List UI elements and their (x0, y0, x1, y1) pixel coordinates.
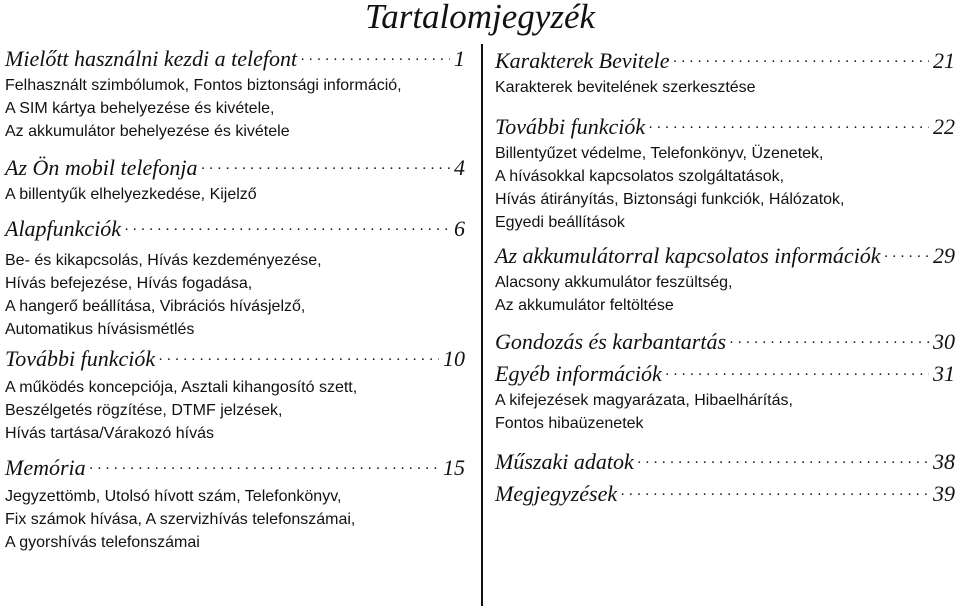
leader-dots (89, 461, 439, 478)
desc-line: A SIM kártya behelyezése és kivétele, (5, 100, 275, 117)
toc-page-number: 39 (933, 481, 955, 506)
toc-description (495, 142, 955, 234)
toc-entry[interactable] (5, 346, 465, 445)
toc-entry[interactable] (495, 481, 955, 507)
toc-entry[interactable] (495, 329, 955, 355)
toc-heading-text: Megjegyzések (495, 481, 618, 506)
desc-line: Hívás befejezése, Hívás fogadása, (5, 275, 253, 292)
toc-heading-text: További funkciók (495, 114, 646, 139)
leader-dots (124, 222, 450, 239)
desc-line: Billentyűzet védelme, Telefonkönyv, Üzenetek, (495, 145, 824, 162)
toc-page-number: 38 (933, 449, 955, 474)
toc-heading-text: Egyéb információk (495, 361, 662, 386)
leader-dots (300, 52, 450, 69)
desc-line: Az akkumulátor behelyezése és kivétele (5, 123, 290, 140)
page-title: Tartalomjegyzék (364, 0, 596, 36)
toc-entry[interactable] (495, 48, 955, 99)
toc-heading-text: Alapfunkciók (5, 216, 122, 241)
desc-line: Fontos hibaüzenetek (495, 415, 644, 432)
desc-line: Az akkumulátor feltöltése (495, 297, 674, 314)
desc-line: A hívásokkal kapcsolatos szolgáltatások, (495, 168, 785, 185)
toc-page-number: 30 (933, 329, 955, 354)
desc-line: A működés koncepciója, Asztali kihangosító szett, (5, 379, 358, 396)
toc-entry[interactable] (5, 155, 465, 206)
toc-entry[interactable] (5, 46, 465, 143)
desc-line: A hangerő beállítása, Vibrációs hívásjelző, (5, 298, 306, 315)
desc-line: Felhasznált szimbólumok, Fontos biztonsági információ, (5, 77, 402, 94)
toc-page-number: 31 (933, 361, 955, 386)
toc-page-number: 15 (443, 455, 465, 480)
toc-heading (5, 216, 465, 242)
toc-page-number: 1 (454, 46, 465, 71)
toc-heading (5, 155, 465, 181)
toc-heading (495, 361, 955, 387)
toc-page-number: 6 (454, 216, 465, 241)
toc-description (5, 485, 465, 554)
toc-description (5, 249, 465, 341)
toc-description (5, 376, 465, 445)
toc-heading-text: Karakterek Bevitele (495, 48, 670, 73)
column-divider (481, 44, 483, 606)
desc-line: Be- és kikapcsolás, Hívás kezdeményezése, (5, 252, 322, 269)
leader-dots (673, 54, 930, 71)
leader-dots (665, 367, 929, 384)
toc-description (495, 76, 955, 99)
toc-heading-text: Az akkumulátorral kapcsolatos információk (495, 243, 881, 268)
toc-page-number: 4 (454, 155, 465, 180)
leader-dots (648, 120, 929, 137)
toc-heading (495, 114, 955, 140)
toc-heading (495, 243, 955, 269)
desc-line: A kifejezések magyarázata, Hibaelhárítás, (495, 392, 793, 409)
desc-line: Alacsony akkumulátor feszültség, (495, 274, 733, 291)
toc-entry[interactable] (495, 449, 955, 475)
toc-heading (5, 455, 465, 481)
toc-page-number: 21 (933, 48, 955, 73)
toc-description (5, 183, 465, 206)
toc-heading (495, 48, 955, 74)
desc-line: A gyorshívás telefonszámai (5, 534, 200, 551)
desc-line: Karakterek bevitelének szerkesztése (495, 79, 756, 96)
toc-heading-text: Műszaki adatok (495, 449, 634, 474)
desc-line: Egyedi beállítások (495, 214, 625, 231)
toc-heading-text: Memória (5, 455, 86, 480)
toc-entry[interactable] (5, 216, 465, 341)
toc-entry[interactable] (495, 361, 955, 435)
leader-dots (884, 249, 929, 266)
desc-line: A billentyűk elhelyezkedése, Kijelző (5, 186, 257, 203)
toc-entry[interactable] (5, 455, 465, 554)
toc-page-number: 10 (443, 346, 465, 371)
desc-line: Hívás átirányítás, Biztonsági funkciók, Hálózatok, (495, 191, 845, 208)
desc-line: Automatikus hívásismétlés (5, 321, 195, 338)
desc-line: Fix számok hívása, A szervizhívás telefonszámai, (5, 511, 356, 528)
toc-heading-text: Az Ön mobil telefonja (5, 155, 198, 180)
toc-heading (5, 46, 465, 72)
toc-description (495, 271, 955, 317)
desc-line: Hívás tartása/Várakozó hívás (5, 425, 214, 442)
toc-heading (5, 346, 465, 372)
toc-heading (495, 481, 955, 507)
toc-heading-text: Mielőtt használni kezdi a telefont (5, 46, 298, 71)
toc-description (5, 74, 465, 143)
toc-description (495, 389, 955, 435)
leader-dots (729, 335, 929, 352)
leader-dots (637, 455, 929, 472)
toc-page-number: 29 (933, 243, 955, 268)
toc-heading (495, 329, 955, 355)
leader-dots (200, 161, 450, 178)
leader-dots (158, 352, 439, 369)
desc-line: Beszélgetés rögzítése, DTMF jelzések, (5, 402, 283, 419)
toc-page-number: 22 (933, 114, 955, 139)
toc-heading (495, 449, 955, 475)
desc-line: Jegyzettömb, Utolsó hívott szám, Telefonkönyv, (5, 488, 342, 505)
toc-entry[interactable] (495, 114, 955, 234)
toc-entry[interactable] (495, 243, 955, 317)
toc-heading-text: További funkciók (5, 346, 156, 371)
toc-heading-text: Gondozás és karbantartás (495, 329, 727, 354)
leader-dots (620, 487, 929, 504)
